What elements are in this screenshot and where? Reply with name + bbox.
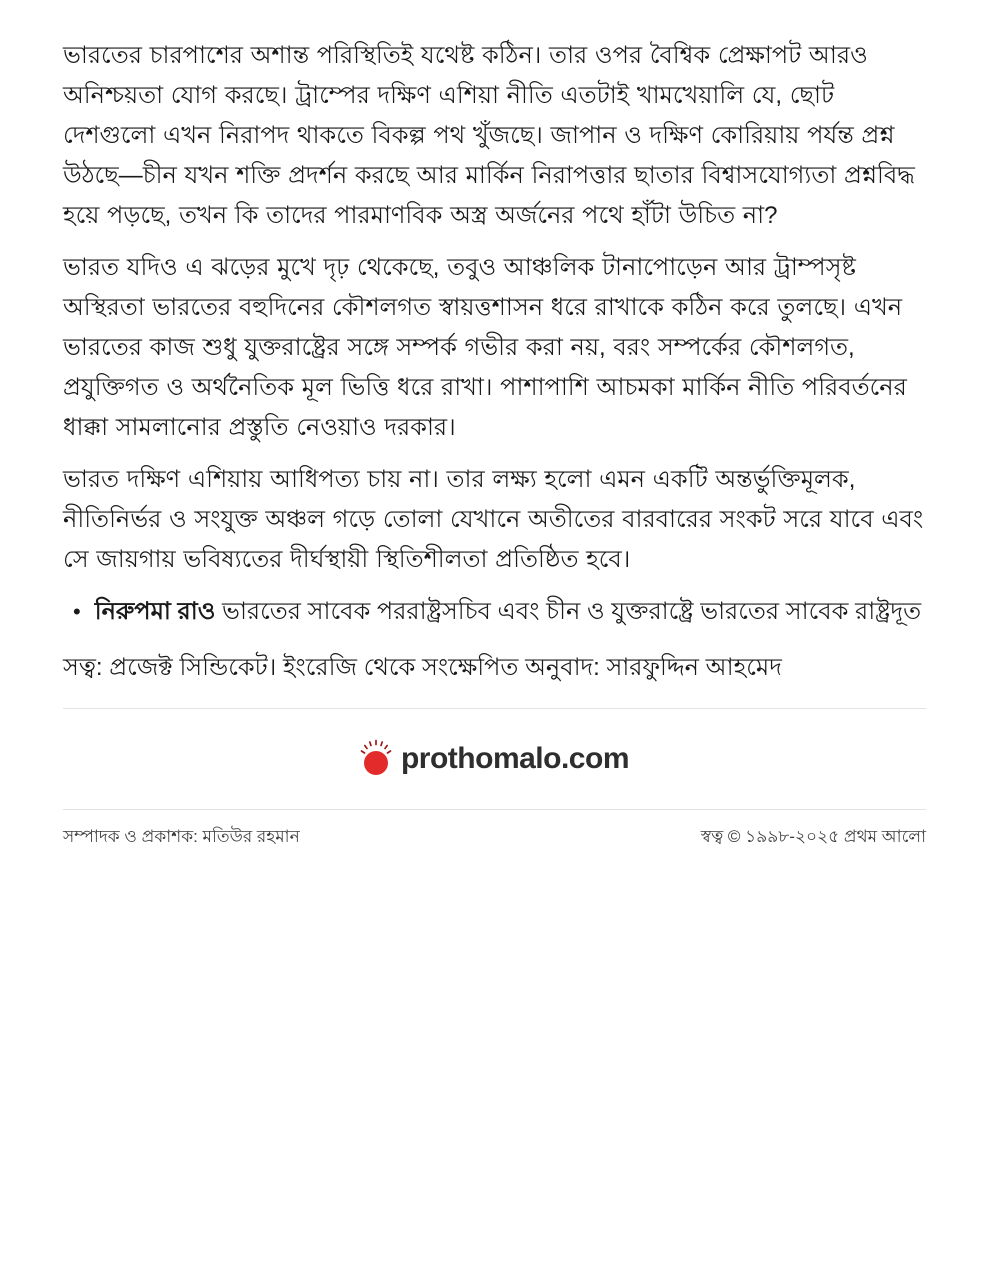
source-note: সত্ব: প্রজেক্ট সিন্ডিকেট। ইংরেজি থেকে সংক্ষেপিত অনুবাদ: সারফুদ্দিন আহমেদ [63,654,782,681]
bullet-icon: • [73,599,81,624]
sun-icon [360,739,394,779]
copyright-info: স্বত্ব © ১৯৯৮-২০২৫ প্রথম আলো [700,827,926,846]
author-note [63,592,926,632]
publisher-info: সম্পাদক ও প্রকাশক: মতিউর রহমান [63,827,300,846]
article-body [63,36,926,688]
author-name: নিরুপমা রাও [94,598,216,625]
page-footer [63,810,926,859]
author-note-text [95,592,921,632]
article-paragraph: ভারত যদিও এ ঝড়ের মুখে দৃঢ় থেকেছে, তবুও আঞ্চলিক টানাপোড়েন আর ট্রাম্পসৃষ্ট অস্থিরতা ভারতের বহুদিনের কৌশলগত স্বায়ত্তশাসন ধরে রাখাকে কঠিন করে তুলছে। এখন ভারতের কাজ শুধু যুক্তরাষ্ট্রের সঙ্গে সম্পর্ক গভীর করা নয়, বরং সম্পর্কের কৌশলগত, প্রযুক্তিগত ও অর্থনৈতিক মূল ভিত্তি ধরে রাখা। পাশাপাশি আচমকা মার্কিন নীতি পরিবর্তনের ধাক্কা সামলানোর প্রস্তুতি নেওয়াও দরকার। [63,254,907,441]
article-paragraph: ভারতের চারপাশের অশান্ত পরিস্থিতিই যথেষ্ট কঠিন। তার ওপর বৈশ্বিক প্রেক্ষাপট আরও অনিশ্চয়তা যোগ করছে। ট্রাম্পের দক্ষিণ এশিয়া নীতি এতটাই খামখেয়ালি যে, ছোট দেশগুলো এখন নিরাপদ থাকতে বিকল্প পথ খুঁজছে। জাপান ও দক্ষিণ কোরিয়ায় পর্যন্ত প্রশ্ন উঠছে—চীন যখন শক্তি প্রদর্শন করছে আর মার্কিন নিরাপত্তার ছাতার বিশ্বাসযোগ্যতা প্রশ্নবিদ্ধ হয়ে পড়ছে, তখন কি তাদের পারমাণবিক অস্ত্র অর্জনের পথে হাঁটা উচিত না? [63,42,915,229]
author-description: ভারতের সাবেক পররাষ্ট্রসচিব এবং চীন ও যুক্তরাষ্ট্রে ভারতের সাবেক রাষ্ট্রদূত [215,598,922,625]
logo-section [63,709,926,809]
logo-text: prothomalo.com [400,742,629,775]
prothomalo-logo[interactable] [360,739,629,779]
article-paragraph: ভারত দক্ষিণ এশিয়ায় আধিপত্য চায় না। তার লক্ষ্য হলো এমন একটি অন্তর্ভুক্তিমূলক, নীতিনির্ভর ও সংযুক্ত অঞ্চল গড়ে তোলা যেখানে অতীতের বারবারের সংকট সরে যাবে এবং সে জায়গায় ভবিষ্যতের দীর্ঘস্থায়ী স্থিতিশীলতা প্রতিষ্ঠিত হবে। [63,466,924,573]
